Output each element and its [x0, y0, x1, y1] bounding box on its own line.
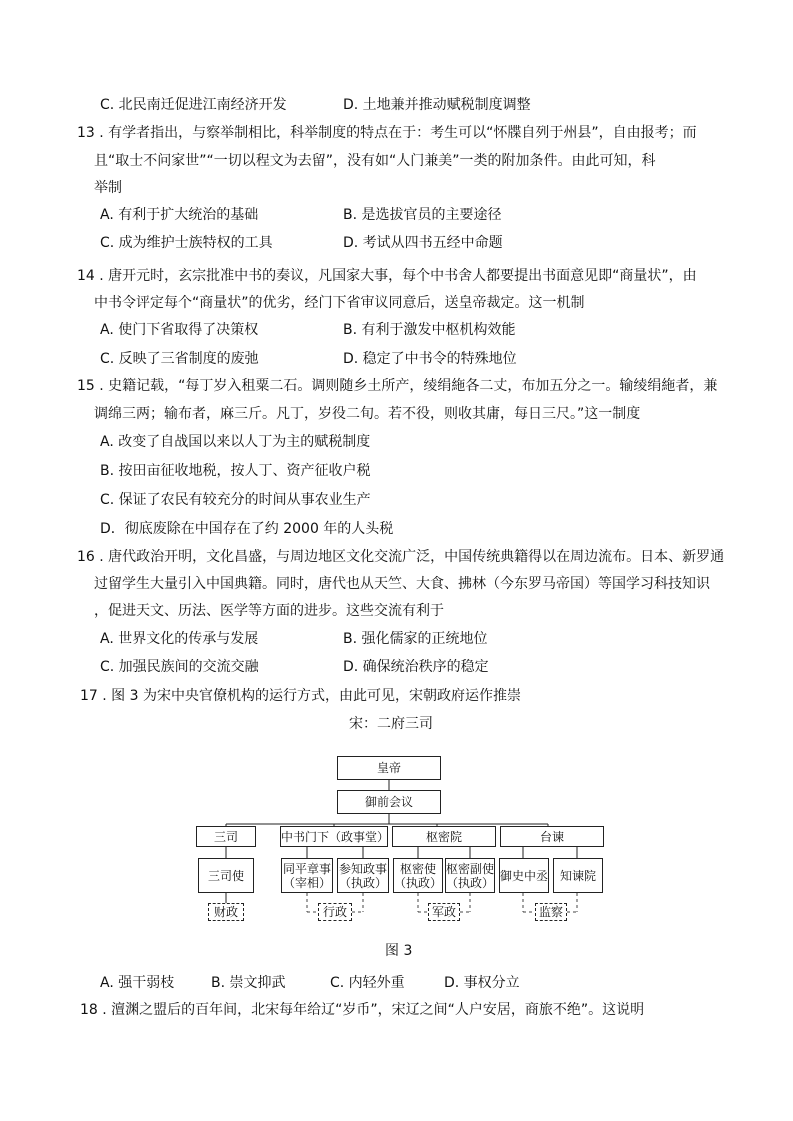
option-d: D. 土地兼并推动赋税制度调整	[343, 97, 531, 113]
option-c: C. 保证了农民有较充分的时间从事农业生产	[100, 492, 371, 508]
question-16-stem: 16 . 唐代政治开明，文化昌盛，与周边地区文化交流广泛，中国传统典籍得以在周边流布。日本、新罗通	[77, 549, 725, 565]
option-d: D. 考试从四书五经中命题	[343, 235, 503, 251]
shumifushi-box: 枢密副使（执政）	[445, 858, 495, 893]
zhijianyuan-box: 知谏院	[553, 858, 603, 893]
question-13-stem-cont: 且“取士不问家世”“一切以程文为去留”，没有如“人门兼美”一类的附加条件。由此可知，科	[94, 153, 656, 169]
jiancha-label: 监察	[535, 903, 567, 921]
option-c: C. 内轻外重	[330, 975, 405, 991]
sansi-box: 三司	[196, 826, 256, 847]
option-a: A. 有利于扩大统治的基础	[100, 207, 259, 223]
figure-caption: 图 3	[385, 943, 413, 959]
taijian-box: 台谏	[500, 826, 604, 847]
shumishi-box: 枢密使（执政）	[393, 858, 443, 893]
canzhi-zhengshi-box: 参知政事（执政）	[337, 858, 389, 893]
diagram-title: 宋：二府三司	[349, 716, 433, 732]
question-13-stem-cont: 举制	[94, 180, 122, 196]
option-a: A. 使门下省取得了决策权	[100, 322, 259, 338]
question-13-stem: 13 . 有学者指出，与察举制相比，科举制度的特点在于：考生可以“怀牒自列于州县”，自由报考；而	[77, 125, 697, 141]
caizheng-label: 财政	[208, 903, 244, 921]
option-d: D. 确保统治秩序的稳定	[343, 659, 489, 675]
question-15-stem: 15 . 史籍记载，“每丁岁入租粟二石。调则随乡土所产，绫绢絁各二丈，布加五分之一。输绫绢絁者，兼	[77, 378, 718, 394]
question-15-stem-cont: 调绵三两；输布者，麻三斤。凡丁，岁役二旬。若不役，则收其庸，每日三尺。”这一制度	[94, 406, 641, 422]
question-16-stem-cont: ，促进天文、历法、医学等方面的进步。这些交流有利于	[94, 603, 444, 619]
junzheng-label: 军政	[428, 903, 460, 921]
option-c: C. 北民南迁促进江南经济开发	[100, 97, 287, 113]
emperor-box: 皇帝	[337, 756, 441, 780]
option-c: C. 加强民族间的交流交融	[100, 659, 259, 675]
option-c: C. 反映了三省制度的废弛	[100, 351, 259, 367]
option-d: D. 稳定了中书令的特殊地位	[343, 351, 517, 367]
tongping-zhangshi-box: 同平章事（宰相）	[281, 858, 333, 893]
council-box: 御前会议	[337, 790, 441, 814]
option-b: B. 崇文抑武	[211, 975, 286, 991]
xingzheng-label: 行政	[318, 903, 352, 921]
question-17-stem: 17 . 图 3 为宋中央官僚机构的运行方式，由此可见，宋朝政府运作推崇	[80, 688, 521, 704]
question-18-stem: 18 . 澶渊之盟后的百年间，北宋每年给辽“岁币”，宋辽之间“人户安居，商旅不绝”。这说明	[80, 1002, 645, 1018]
option-d: D．彻底废除在中国存在了约 2000 年的人头税	[100, 521, 394, 537]
sansishi-box: 三司使	[198, 858, 254, 893]
option-d: D. 事权分立	[444, 975, 520, 991]
question-14-stem: 14 . 唐开元时，玄宗批准中书的奏议，凡国家大事，每个中书舍人都要提出书面意见即“商量状”，由	[77, 268, 697, 284]
question-14-stem-cont: 中书令评定每个“商量状”的优劣，经门下省审议同意后，送皇帝裁定。这一机制	[94, 295, 585, 311]
option-b: B. 有利于激发中枢机构效能	[343, 322, 516, 338]
option-c: C. 成为维护士族特权的工具	[100, 235, 273, 251]
option-b: B. 强化儒家的正统地位	[343, 631, 488, 647]
yushizhongcheng-box: 御史中丞	[499, 858, 549, 893]
zhongshu-menxia-box: 中书门下（政事堂）	[280, 826, 388, 847]
option-a: A. 改变了自战国以来以人丁为主的赋税制度	[100, 434, 371, 450]
question-16-stem-cont: 过留学生大量引入中国典籍。同时，唐代也从天竺、大食、拂林（今东罗马帝国）等国学习科技知识	[94, 576, 710, 592]
option-b: B. 按田亩征收地税，按人丁、资产征收户税	[100, 463, 371, 479]
option-a: A. 强干弱枝	[100, 975, 175, 991]
shumiyuan-box: 枢密院	[392, 826, 496, 847]
option-a: A. 世界文化的传承与发展	[100, 631, 259, 647]
option-b: B. 是选拔官员的主要途径	[343, 207, 502, 223]
